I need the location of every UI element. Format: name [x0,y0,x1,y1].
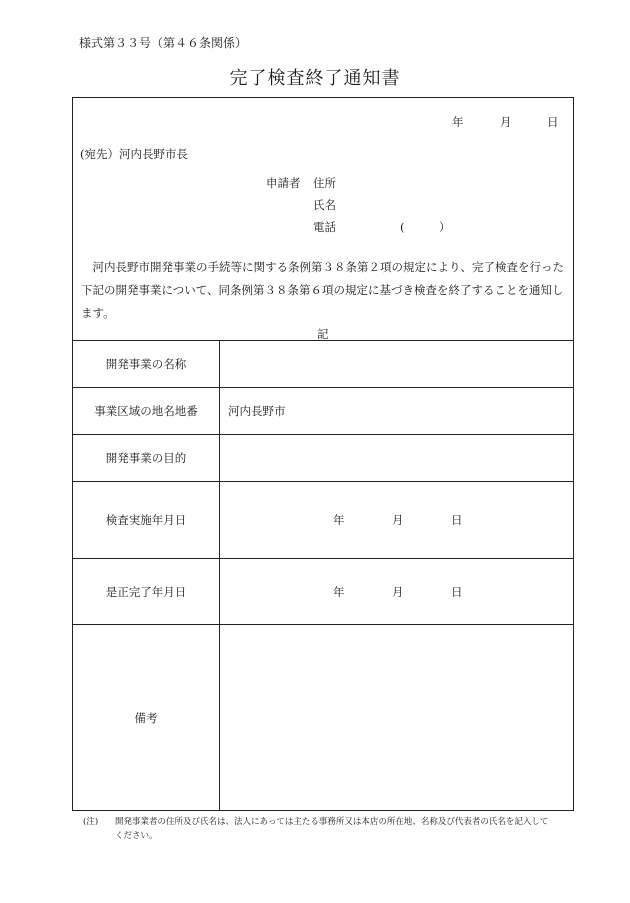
correction-month-label: 月 [392,584,404,599]
row-label: 事業区域の地名地番 [73,388,220,435]
address-label: 住所 [313,176,336,190]
inspection-year-label: 年 [333,513,345,527]
date-year-label: 年 [452,115,464,129]
date-day-label: 日 [547,115,559,129]
table-row [73,435,574,482]
note-mark: (注) [83,817,99,827]
inspection-day-label: 日 [451,513,463,527]
ki-label: 記 [317,327,329,341]
row-label: 開発事業の名称 [73,341,220,388]
phone-label: 電話 [313,220,336,234]
table-row [73,388,574,435]
table-row [73,482,574,559]
table-row [73,341,574,388]
notice-body: 河内長野市開発事業の手続等に関する条例第３８条第２項の規定により、完了検査を行った下記の開発事業について、同条例第３８条第６項の規定に基づき検査を終了することを通知します。 [81,260,564,320]
table-row [73,625,574,811]
remarks-value[interactable] [220,625,574,811]
note-text: 開発事業者の住所及び氏名は、法人にあっては主たる事務所又は本店の所在地、名称及び代表者の氏名を記入してください。 [115,817,549,841]
name-label: 氏名 [313,198,336,212]
details-table [72,340,574,811]
project-purpose-value[interactable] [220,435,574,482]
project-name-value[interactable] [220,341,574,388]
form-frame [72,97,574,811]
date-month-label: 月 [500,115,512,129]
row-label: 開発事業の目的 [73,435,220,482]
project-location-value[interactable]: 河内長野市 [220,388,574,435]
correction-day-label: 日 [451,584,463,599]
row-label: 検査実施年月日 [73,482,220,559]
table-row [73,559,574,625]
phone-paren: ( ） [400,220,451,234]
document-title: 完了検査終了通知書 [229,68,401,89]
row-label: 備考 [73,625,220,811]
correction-year-label: 年 [333,584,345,599]
inspection-date-value[interactable] [220,482,574,559]
addressee: (宛先）河内長野市長 [80,147,188,161]
row-label: 是正完了年月日 [73,559,220,625]
correction-date-value[interactable] [220,559,574,625]
form-number: 様式第３３号（第４６条関係） [79,36,248,50]
applicant-label: 申請者 [266,176,301,190]
inspection-month-label: 月 [392,513,404,527]
